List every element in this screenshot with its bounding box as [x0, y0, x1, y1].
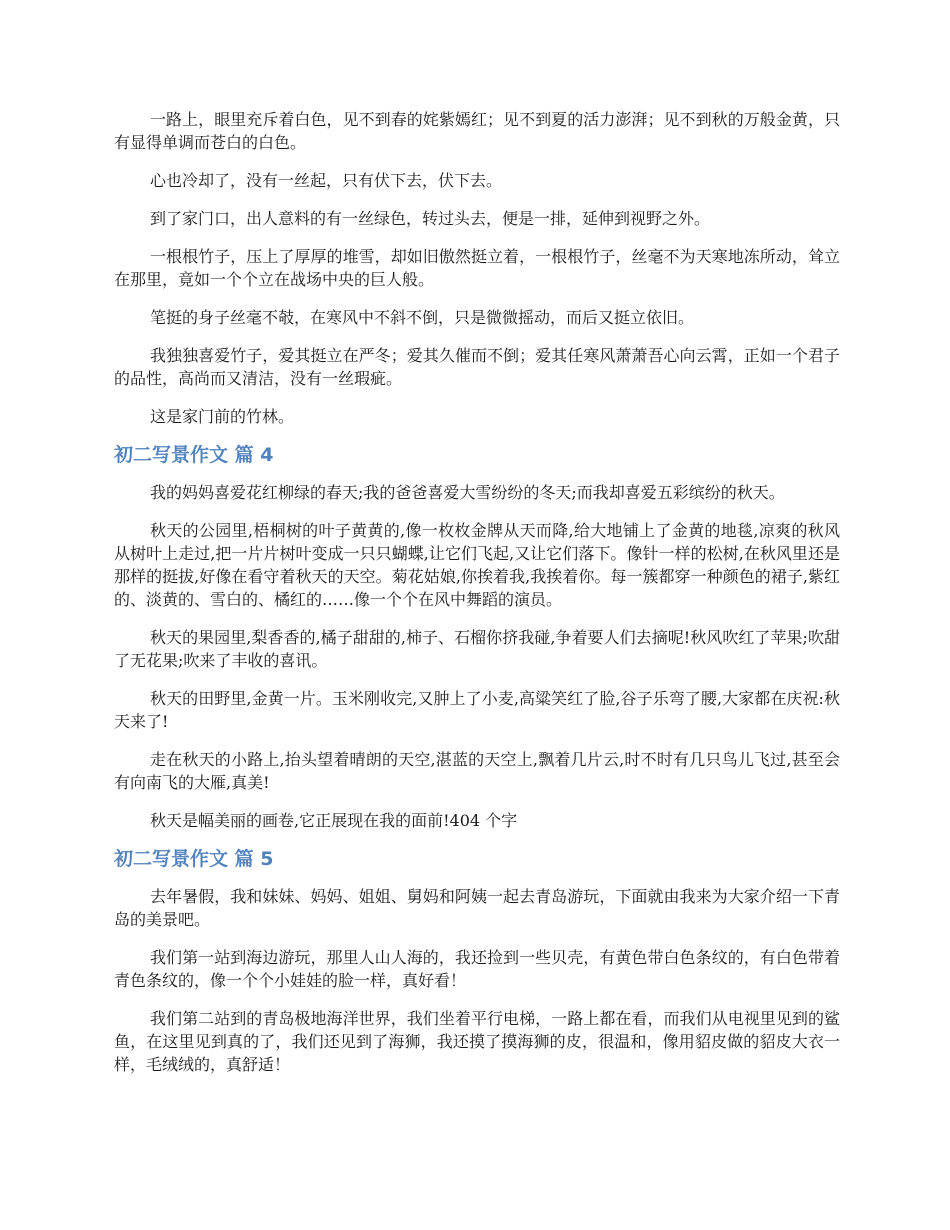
- section-5: [114, 847, 840, 1076]
- intro-section: [114, 108, 840, 428]
- section-heading: 初二写景作文 篇 4: [114, 444, 274, 466]
- section-4: [114, 443, 840, 832]
- document-page: [114, 108, 840, 1091]
- paragraph: 秋天是幅美丽的画卷,它正展现在我的面前!404 个字: [150, 811, 518, 830]
- paragraph: 心也冷却了，没有一丝起，只有伏下去，伏下去。: [150, 171, 503, 190]
- paragraph: 秋天的果园里,梨香香的,橘子甜甜的,柿子、石榴你挤我碰,争着要人们去摘呢!秋风吹红了苹果;吹甜了无花果;吹来了丰收的喜讯。: [114, 628, 840, 670]
- paragraph: 我的妈妈喜爱花红柳绿的春天;我的爸爸喜爱大雪纷纷的冬天;而我却喜爱五彩缤纷的秋天。: [150, 483, 785, 502]
- paragraph: 我独独喜爱竹子，爱其挺立在严冬；爱其久催而不倒；爱其任寒风萧萧吾心向云霄，正如一个君子的品性，高尚而又清洁，没有一丝瑕疵。: [114, 346, 840, 388]
- paragraph: 这是家门前的竹林。: [150, 407, 295, 426]
- paragraph: 秋天的公园里,梧桐树的叶子黄黄的,像一枚枚金牌从天而降,给大地铺上了金黄的地毯,凉爽的秋风从树叶上走过,把一片片树叶变成一只只蝴蝶,让它们飞起,又让它们落下。像针一样的松树,在秋风里还是那样的挺拔,好像在看守着秋天的天空。菊花姑娘,你挨着我,我挨着你。每一簇都穿一种颜色的裙子,紫红的、淡黄的、雪白的、橘红的……像一个个在风中舞蹈的演员。: [114, 521, 840, 609]
- paragraph: 笔挺的身子丝毫不攲，在寒风中不斜不倒，只是微微摇动，而后又挺立依旧。: [150, 308, 695, 327]
- paragraph: 走在秋天的小路上,抬头望着晴朗的天空,湛蓝的天空上,飘着几片云,时不时有几只鸟儿飞过,甚至会有向南飞的大雁,真美!: [114, 750, 840, 792]
- paragraph: 一根根竹子，压上了厚厚的堆雪，却如旧傲然挺立着，一根根竹子，丝毫不为天寒地冻所动，耸立在那里，竟如一个个立在战场中央的巨人般。: [114, 247, 840, 289]
- section-heading: 初二写景作文 篇 5: [114, 848, 274, 870]
- paragraph: 我们第二站到的青岛极地海洋世界，我们坐着平行电梯，一路上都在看，而我们从电视里见到的鲨鱼，在这里见到真的了，我们还见到了海狮，我还摸了摸海狮的皮，很温和，像用貂皮做的貂皮大衣一样，毛绒绒的，真舒适！: [114, 1009, 840, 1074]
- paragraph: 去年暑假，我和妹妹、妈妈、姐姐、舅妈和阿姨一起去青岛游玩，下面就由我来为大家介绍一下青岛的美景吧。: [114, 887, 840, 929]
- paragraph: 我们第一站到海边游玩，那里人山人海的，我还捡到一些贝壳，有黄色带白色条纹的，有白色带着青色条纹的，像一个个小娃娃的脸一样，真好看！: [114, 948, 840, 990]
- paragraph: 到了家门口，出人意料的有一丝绿色，转过头去，便是一排，延伸到视野之外。: [150, 209, 711, 228]
- paragraph: 秋天的田野里,金黄一片。玉米刚收完,又肿上了小麦,高粱笑红了脸,谷子乐弯了腰,大家都在庆祝:秋天来了!: [114, 689, 840, 731]
- paragraph: 一路上，眼里充斥着白色，见不到春的姹紫嫣红；见不到夏的活力澎湃；见不到秋的万般金黄，只有显得单调而苍白的白色。: [114, 110, 840, 152]
